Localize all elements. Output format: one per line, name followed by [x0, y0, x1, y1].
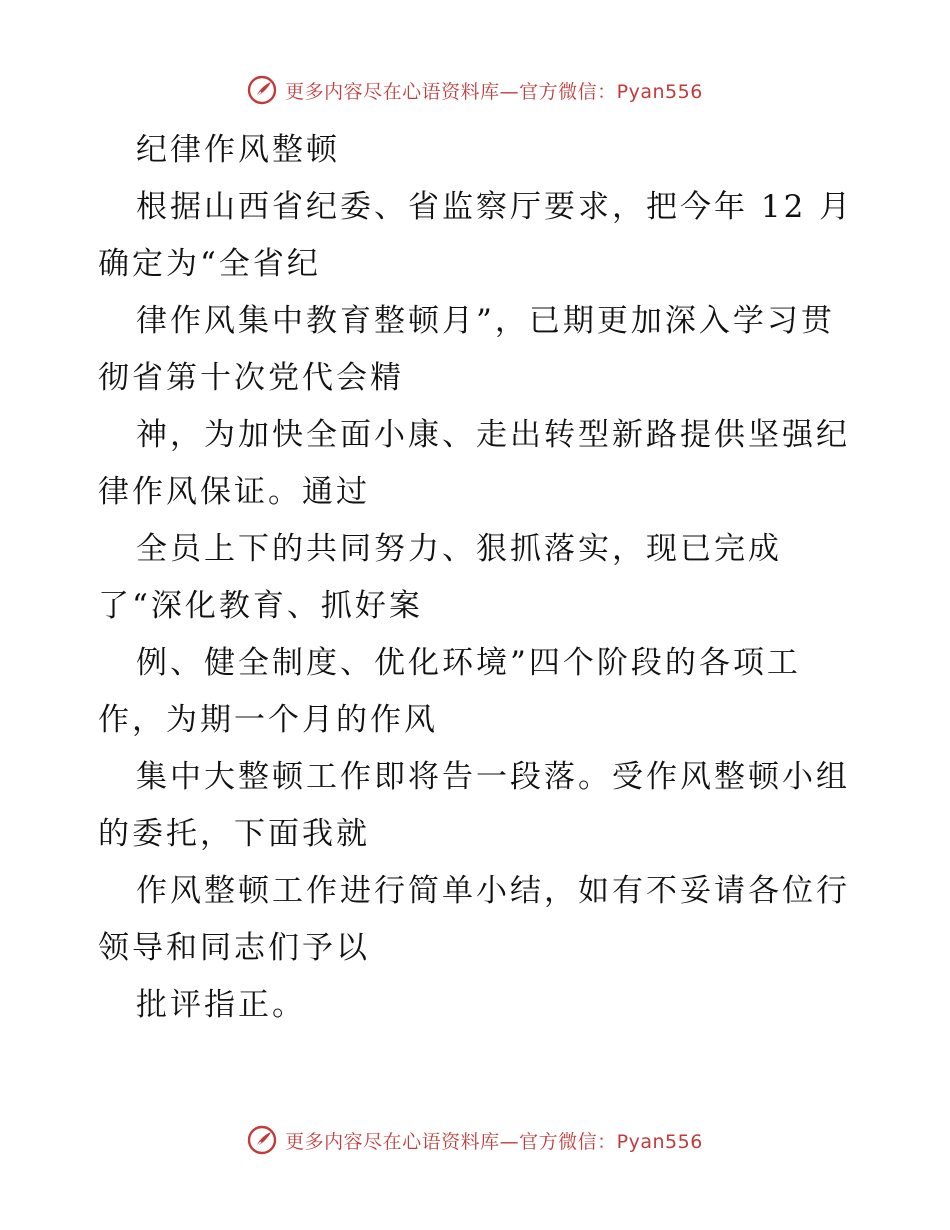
- feather-pen-logo-icon: [247, 75, 277, 105]
- paragraph-line: 根据山西省纪委、省监察厅要求，把今年 12 月确定为“全省纪: [98, 189, 854, 282]
- paragraph-line: 律作风集中教育整顿月”，已期更加深入学习贯彻省第十次党代会精: [98, 303, 835, 396]
- footer-watermark: [0, 1122, 950, 1158]
- watermark-text: 更多内容尽在心语资料库—官方微信：Pyan556: [285, 1130, 703, 1153]
- paragraph-line: 集中大整顿工作即将告一段落。受作风整顿小组的委托，下面我就: [98, 759, 850, 852]
- document-title: 纪律作风整顿: [136, 132, 340, 168]
- header-watermark: [0, 72, 950, 108]
- paragraph-line: 全员上下的共同努力、狠抓落实，现已完成了“深化教育、抓好案: [98, 531, 782, 624]
- document-body: [98, 122, 858, 1034]
- watermark-text: 更多内容尽在心语资料库—官方微信：Pyan556: [285, 80, 703, 103]
- paragraph-line: 例、健全制度、优化环境”四个阶段的各项工作，为期一个月的作风: [98, 645, 801, 738]
- feather-pen-logo-icon: [247, 1125, 277, 1155]
- paragraph-line: 作风整顿工作进行简单小结，如有不妥请各位行领导和同志们予以: [98, 873, 850, 966]
- paragraph-line: 批评指正。: [136, 987, 306, 1023]
- paragraph-line: 神，为加快全面小康、走出转型新路提供坚强纪律作风保证。通过: [98, 417, 850, 510]
